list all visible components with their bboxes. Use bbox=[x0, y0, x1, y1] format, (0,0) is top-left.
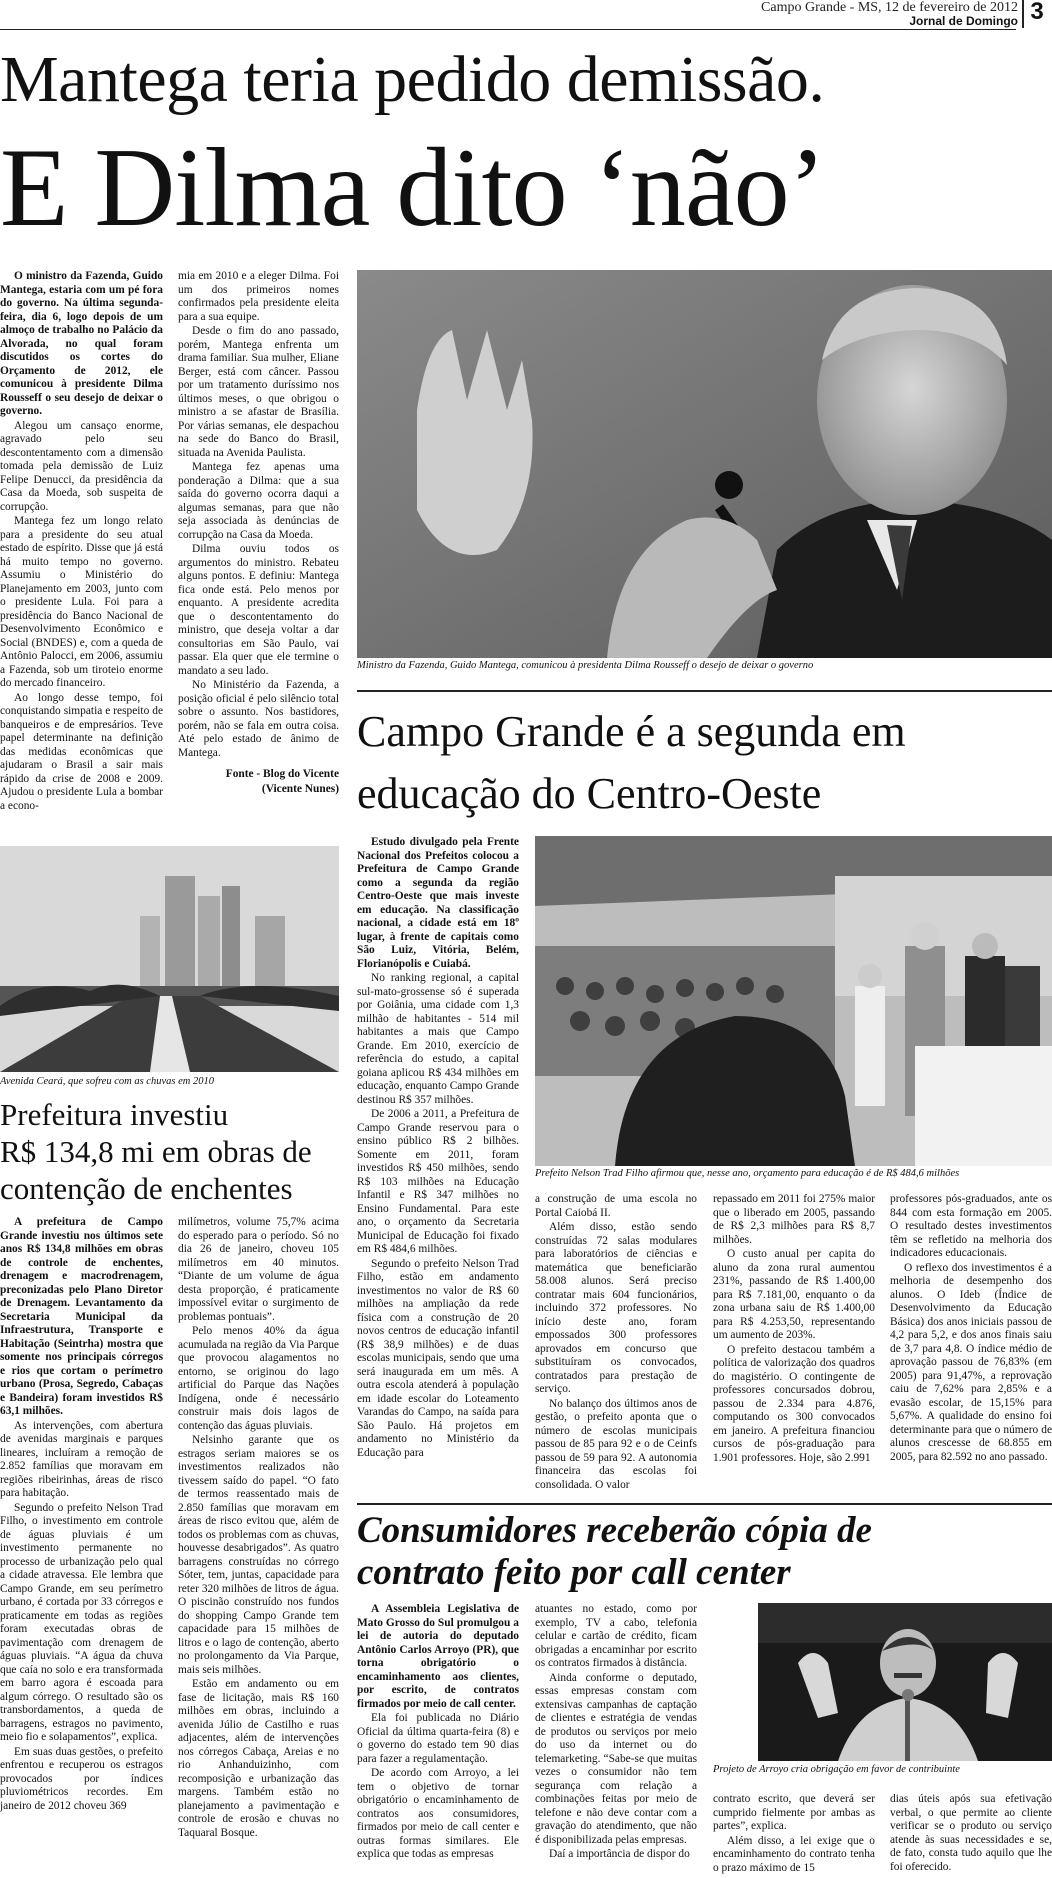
paragraph: repassado em 2011 foi 275% maior que o liberado em 2005, passando de R$ 2,3 milhões para R$ 8,7 milhões. bbox=[713, 1193, 875, 1246]
flood-headline-line3: contenção de enchentes bbox=[0, 1171, 293, 1206]
lead-paragraph: Estudo divulgado pela Frente Nacional dos Prefeitos colocou a Prefeitura de Campo Grande como a segunda da região Centro-Oeste que mais investe em educação. Na classificação nacional, a cidade está em 18º lugar, à frente de capitais como São Luiz, Vitória, Belém, Florianópolis e Cuiabá. bbox=[357, 836, 519, 970]
paragraph: Nelsinho garante que os estragos seriam maiores se os investimentos realizados não tivessem saído do papel. “O fato de termos reassentado mais de 2.850 famílias que moravam em áreas de risco evitou que, além de todos os problemas com as chuvas, houvesse desabrigados”. As quatro barragens construídas no córrego Sóter, tem, juntas, capacidade para reter 320 milhões de litros de água. O piscinão construído nos fundos do shopping Campo Grande tem capacidade para 15 milhões de litros e o lago de contenção, aberto no prolongamento da Via Parque, mais seis milhões. bbox=[178, 1434, 339, 1676]
avenida-ceara-photo bbox=[0, 846, 339, 1072]
flood-headline-line2: R$ 134,8 mi em obras de bbox=[0, 1134, 312, 1169]
source-author: (Vicente Nunes) bbox=[261, 782, 339, 795]
education-col-3 bbox=[713, 1193, 875, 1466]
paragraph: Alegou um cansaço enorme, agravado pelo seu descontentamento com a dimensão tomada pela demissão de Luiz Felipe Denucci, da presidência da Casa da Moeda, sob suspeita de corrupção. bbox=[0, 419, 163, 513]
school-event-photo bbox=[535, 836, 1052, 1166]
paragraph: No ranking regional, a capital sul-mato-grossense só é superada por Goiânia, uma cidade com 1,3 milhão de habitantes - 514 mil habitantes a mais que Campo Grande. Em 2010, exercício de referência do estudo, a capital goiana aplicou R$ 434 milhões em educação, enquanto Campo Grande destinou R$ 357 milhões. bbox=[357, 972, 519, 1106]
avenida-ceara-illustration bbox=[0, 846, 339, 1072]
paragraph: Mantega fez apenas uma ponderação a Dilma: que a sua saída do governo ocorra daqui a algumas semanas, para que não seja associada às denúncias de corrupção na Casa da Moeda. bbox=[178, 461, 339, 541]
education-col-2 bbox=[535, 1193, 697, 1493]
lead-paragraph: O ministro da Fazenda, Guido Mantega, estaria com um pé fora do governo. Na última segunda-feira, dia 6, logo depois de um almoço de trabalho no Palácio da Alvorada, no qual foram discutidos os cortes do Orçamento de 2012, ele comunicou à presidente Dilma Rousseff o seu desejo de deixar o governo. bbox=[0, 270, 163, 417]
consumer-col-2 bbox=[535, 1603, 697, 1863]
page-header bbox=[0, 0, 1052, 30]
arroyo-photo-caption: Projeto de Arroyo cria obrigação em favor de contribuinte bbox=[713, 1764, 960, 1775]
header-rule bbox=[0, 29, 1016, 30]
paragraph: professores pós-graduados, ante os 844 com esta formação em 2005. O resultado destes investimentos têm se refletido na melhoria dos indicadores educacionais. bbox=[890, 1193, 1052, 1259]
paragraph: Segundo o prefeito Nelson Trad Filho, estão em andamento investimentos no valor de R$ 60 milhões na ampliação da rede física com a construção de 20 novos centros de educação infantil (R$ 38,9 milhões) e de duas escolas municipais, sendo que uma será inaugurada em um mês. A outra escola atenderá à população em idade escolar do Loteamento Varandas do Campo, na saída para São Paulo. Há projetos em andamento no Ministério da Educação para bbox=[357, 1257, 519, 1459]
paragraph: Ela foi publicada no Diário Oficial da última quarta-feira (8) e o governo do estado tem 90 dias para fazer a regulamentação. bbox=[357, 1712, 519, 1765]
paragraph: Dilma ouviu todos os argumentos do ministro. Rebateu alguns pontos. E definiu: Mantega fica onde está. Pelo menos por enquanto. A presidente acredita que o descontentamento do ministro, que deseja voltar a dar consultorias em São Paulo, vai passar. Ela quer que ele termine o mandato a seu lado. bbox=[178, 543, 339, 677]
section-divider bbox=[357, 1503, 1052, 1505]
paragraph: atuantes no estado, como por exemplo, TV a cabo, telefonia celular e cartão de crédito, ficam obrigadas a encaminhar por escrito os contratos firmados à distância. bbox=[535, 1603, 697, 1669]
education-headline-line2: educação do Centro-Oeste bbox=[357, 769, 822, 818]
section-divider bbox=[357, 690, 1052, 692]
paragraph: O custo anual per capita do aluno da zona rural aumentou 231%, passando de R$ 1.400,00 para R$ 7.181,00, enquanto o da zona urbana saiu de R$ 1.400,00 para R$ 4.253,50, representando um aumento de 203%. bbox=[713, 1248, 875, 1341]
consumer-col-4 bbox=[890, 1793, 1052, 1875]
consumer-headline-line2: contrato feito por call center bbox=[357, 1552, 791, 1593]
arroyo-photo-illustration bbox=[758, 1603, 1052, 1761]
page-number: 3 bbox=[1022, 0, 1050, 28]
school-event-illustration bbox=[535, 836, 1052, 1166]
paragraph: Além disso, a lei exige que o encaminhamento do contrato tenha o prazo máximo de 15 bbox=[713, 1834, 875, 1874]
paragraph: Pelo menos 40% da água acumulada na região da Via Parque que provocou alagamentos no entorno, se originou do lago artificial do Parque das Nações Indígena, onde é necessário construir mais dois lagos de contenção das águas pluviais. bbox=[178, 1325, 339, 1432]
paragraph: No balanço dos últimos anos de gestão, o prefeito aponta que o número de escolas municipais passou de 85 para 92 e o de Ceinfs passou de 59 para 92. A autonomia financeira das escolas foi consolidada. O valor bbox=[535, 1397, 697, 1491]
paragraph: De 2006 a 2011, a Prefeitura de Campo Grande reservou para o ensino público R$ 2 bilhões. Somente em 2011, foram investidos R$ 450 milhões, sendo R$ 103 milhões na Educação Infantil e R$ 347 milhões no Ensino Fundamental. Para este ano, o orçamento da Secretaria Municipal de Educação foi fixado em R$ 484,6 milhões. bbox=[357, 1108, 519, 1255]
school-photo-caption: Prefeito Nelson Trad Filho afirmou que, nesse ano, orçamento para educação é de R$ 484,6 milhões bbox=[535, 1168, 960, 1179]
paragraph: Desde o fim do ano passado, porém, Mantega enfrenta um drama familiar. Sua mulher, Eliane Berger, está com câncer. Passou por um tratamento duríssimo nos últimos meses, o que obrigou o ministro a se afastar de Brasília. Por várias semanas, ele despachou na sede do Banco do Brasil, situada na Avenida Paulista. bbox=[178, 325, 339, 459]
avenida-ceara-caption: Avenida Ceará, que sofreu com as chuvas em 2010 bbox=[0, 1076, 214, 1087]
lead-paragraph: A prefeitura de Campo Grande investiu nos últimos sete anos R$ 134,8 milhões em obras de controle de enchentes, drenagem e macrodrenagem, preconizadas pelo Plano Diretor de Drenagem. Levantamento da Secretaria Municipal da Infraestrutura, Transporte e Habitação (Seintrha) mostra que somente nos principais córregos e rios que cortam o perímetro urbano (Prosa, Segredo, Cabaças e Bandeira) foram investidos R$ 63,1 milhões. bbox=[0, 1216, 163, 1417]
paragraph: Ainda conforme o deputado, essas empresas constam com extensivas campanhas de captação de clientes e estratégia de vendas de produtos ou serviços por meio do uso da internet ou do telemarketing. “Sabe-se que muitas vezes o consumidor não tem segurança com relação a combinações feitas por meio de telefone e não deve contar com a gravação do atendimento, que não é disponibilizada pelas empresas. bbox=[535, 1671, 697, 1846]
paragraph: De acordo com Arroyo, a lei tem o objetivo de tornar obrigatório o encaminhamento de contratos aos consumidores, firmados por meio de call center e outras formas similares. Ele explica que todas as empresas bbox=[357, 1767, 519, 1860]
consumer-headline-line1: Consumidores receberão cópia de bbox=[357, 1510, 872, 1551]
paragraph: Ao longo desse tempo, foi conquistando simpatia e respeito de banqueiros e de empresários. Teve papel determinante na definição das medidas econômicas que ajudaram o Brasil a sair mais rápido da crise de 2008 e 2009. Ajudou o presidente Lula a bombar a econo- bbox=[0, 691, 163, 812]
mantega-photo bbox=[357, 270, 1052, 658]
paragraph: Daí a importância de dispor do bbox=[549, 1848, 690, 1860]
lead-paragraph: A Assembleia Legislativa de Mato Grosso do Sul promulgou a lei de autoria do deputado Antônio Carlos Arroyo (PR), que torna obrigatório o encaminhamento aos clientes, por escrito, de contratos firmados por meio de call center. bbox=[357, 1603, 519, 1710]
paragraph: Segundo o prefeito Nelson Trad Filho, o investimento em controle de águas pluviais é um investimento permanente no processo de urbanização pelo qual a cidade atravessa. Ele lembra que Campo Grande, em seu perímetro urbano, é cortada por 33 córregos e praticamente em todas as regiões foram executadas obras de pavimentação com drenagem de águas pluviais. “A água da chuva que caía no solo e era transformada em barro agora é escoada para algum córrego. O resultado são os transbordamentos, a queda de barragens, estragos no pavimento, meio fio e solapamentos”, explica. bbox=[0, 1501, 163, 1743]
paragraph: mia em 2010 e a eleger Dilma. Foi um dos primeiros nomes confirmados pela presidente eleita para a sua equipe. bbox=[178, 270, 339, 323]
paragraph: Estão em andamento ou em fase de licitação, mais R$ 160 milhões em obras, incluindo a avenida Júlio de Castilho e ruas adjacentes, além de intervenções nos córregos Cabaça, Areias e no rio Anhanduizinho, com recomposição e urbanização das margens. Também estão no planejamento a pavimentação e controle de erosão e chuvas no Taquaral Bosque. bbox=[178, 1678, 339, 1839]
lead-col-2 bbox=[178, 270, 339, 797]
education-col-4 bbox=[890, 1193, 1052, 1465]
flood-headline-line1: Prefeitura investiu bbox=[0, 1097, 229, 1132]
arroyo-photo bbox=[758, 1603, 1052, 1761]
flood-col-2 bbox=[178, 1216, 339, 1841]
education-col-1 bbox=[357, 836, 519, 1461]
lead-headline-line1: Mantega teria pedido demissão. bbox=[0, 43, 825, 116]
flood-col-1 bbox=[0, 1216, 163, 1814]
dateline: Campo Grande - MS, 12 de fevereiro de 2012 bbox=[761, 0, 1018, 15]
consumer-col-3 bbox=[713, 1793, 875, 1876]
lead-col-1 bbox=[0, 270, 163, 814]
education-headline-line1: Campo Grande é a segunda em bbox=[357, 707, 906, 756]
paragraph: As intervenções, com abertura de avenidas marginais e parques lineares, incluíram a remoção de 2.852 famílias que moravam em regiões ribeirinhas, áreas de risco para habitação. bbox=[0, 1419, 163, 1499]
paragraph: dias úteis após sua efetivação verbal, o que permite ao cliente verificar se o produto ou serviço atende às suas necessidades e se, de fato, consta tudo aquilo que lhe foi oferecido. bbox=[890, 1793, 1052, 1873]
mantega-photo-illustration bbox=[357, 270, 1052, 658]
lead-headline-line2: E Dilma dito ‘não’ bbox=[0, 126, 825, 250]
paragraph: a construção de uma escola no Portal Caiobá II. bbox=[535, 1193, 697, 1219]
paragraph: O reflexo dos investimentos é a melhoria de desempenho dos alunos. O Ideb (Índice de Desenvolvimento da Educação Básica) dos anos iniciais passou de 4,2 para 5,2, e dos anos finais saiu de 3,7 para 4,8. O índice médio de aprovação passou de 76,83% (em 2005) para 91,47%, a reprovação caiu de 7,62% para 2,85% e a evasão escolar, de 15,15% para 5,67%. A qualidade do ensino foi determinante para que o número de alunos crescesse de 68.855 em 2005, para 82.592 no ano passado. bbox=[890, 1261, 1052, 1463]
newspaper-name: Jornal de Domingo bbox=[909, 14, 1018, 28]
paragraph: Além disso, estão sendo construídas 72 salas modulares para laboratórios de ciências e matemática que beneficiarão 58.008 alunos. Será preciso contratar mais 604 funcionários, incluindo 372 professores. No início deste ano, foram empossados 300 professores aprovados em concurso que substituíram os convocados, contratados para prestação de serviço. bbox=[535, 1221, 697, 1395]
consumer-col-1 bbox=[357, 1603, 519, 1863]
source-credit: Fonte - Blog do Vicente bbox=[225, 768, 339, 780]
paragraph: Mantega fez um longo relato para a presidente do seu atual estado de espírito. Disse que já está há muito tempo no governo. Assumiu o Ministério do Planejamento em 2003, junto com o presidente Lula. Foi para a presidência do Banco Nacional de Desenvolvimento Econômico e Social (BNDES) e, com a queda de Antônio Palocci, em 2006, assumiu a Fazenda, sob um tiroteio enorme do mercado financeiro. bbox=[0, 515, 163, 689]
paragraph: No Ministério da Fazenda, a posição oficial é pelo silêncio total sobre o assunto. Nos bastidores, porém, não se fala em outra coisa. Até pelo estado de ânimo de Mantega. bbox=[178, 679, 339, 759]
mantega-photo-caption: Ministro da Fazenda, Guido Mantega, comunicou à presidenta Dilma Rousseff o desejo de deixar o governo bbox=[357, 660, 814, 671]
paragraph: Em suas duas gestões, o prefeito enfrentou e recuperou os estragos provocados por índices pluviométricos recordes. Em janeiro de 2012 choveu 369 bbox=[0, 1745, 163, 1812]
paragraph: contrato escrito, que deverá ser cumprido fielmente por ambas as partes”, explica. bbox=[713, 1793, 875, 1832]
paragraph: O prefeito destacou também a política de valorização dos quadros do magistério. O contingente de professores concursados dobrou, passou de 2.334 para 4.876, computando os 300 convocados em janeiro. A prefeitura financiou cursos de pós-graduação para 1.901 professores. Hoje, são 2.991 bbox=[713, 1343, 875, 1464]
paragraph: milímetros, volume 75,7% acima do esperado para o período. Só no dia 26 de janeiro, choveu 105 milímetros em 40 minutos. “Diante de um volume de água desta proporção, é praticamente impossível evitar o surgimento de problemas pontuais”. bbox=[178, 1216, 339, 1323]
